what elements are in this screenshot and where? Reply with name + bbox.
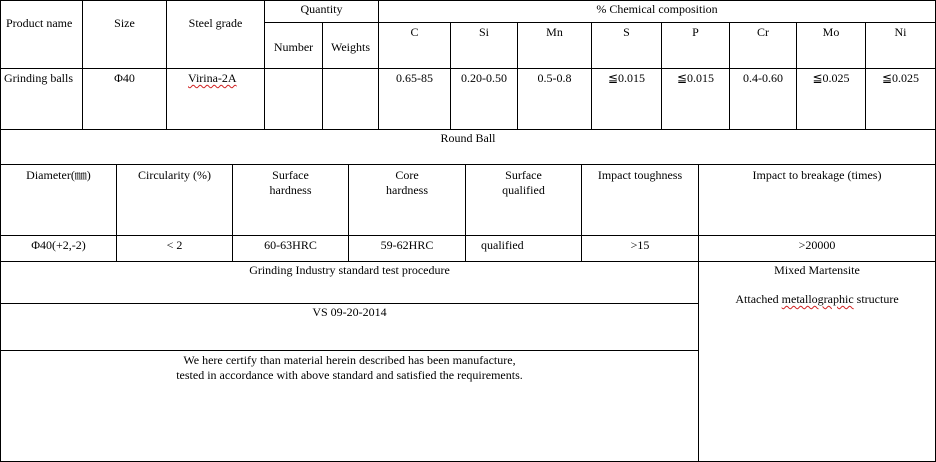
col-rule <box>698 164 699 462</box>
surface-qualified-value: qualified <box>481 238 524 252</box>
header-circularity: Circularity (%) <box>138 168 211 182</box>
element-ni: Ni <box>894 25 907 39</box>
header-surface-hardness-line2: hardness <box>269 183 312 197</box>
rule-chem-under <box>378 22 936 23</box>
rule-roundball-bottom <box>0 164 936 165</box>
rule-ballheader-bottom <box>0 235 936 236</box>
core-hardness-value: 59-62HRC <box>380 238 434 252</box>
header-steel-grade: Steel grade <box>188 16 243 30</box>
structure-type: Mixed Martensite <box>774 263 860 277</box>
certify-line-1: We here certify than material herein described has been manufacture, <box>183 353 516 367</box>
si-value: 0.20-0.50 <box>461 71 507 85</box>
border-top <box>0 0 936 1</box>
circularity-value: < 2 <box>166 238 183 252</box>
certify-line-2: tested in accordance with above standard and satisfied the requirements. <box>176 368 523 382</box>
c-value: 0.65-85 <box>396 71 433 85</box>
element-p: P <box>692 25 699 39</box>
element-mn: Mn <box>546 25 563 39</box>
s-value: ≦0.015 <box>607 71 646 85</box>
ni-value: ≦0.025 <box>881 71 920 85</box>
element-mo: Mo <box>822 25 840 39</box>
steel-grade-value: Virina-2A <box>188 71 237 85</box>
element-s: S <box>623 25 630 39</box>
cr-value: 0.4-0.60 <box>743 71 783 85</box>
product-name-value: Grinding balls <box>4 71 73 85</box>
header-surface-qualified-line2: qualified <box>502 183 545 197</box>
header-number: Number <box>273 40 314 54</box>
test-procedure: Grinding Industry standard test procedure <box>249 263 450 277</box>
impact-toughness-value: >15 <box>630 238 650 252</box>
header-diameter: Diameter(㎜) <box>26 168 91 182</box>
header-quantity: Quantity <box>300 2 343 16</box>
p-value: ≦0.015 <box>676 71 715 85</box>
rule-procedure-bottom <box>0 303 698 304</box>
header-surface-qualified-line1: Surface <box>505 168 542 182</box>
header-core-hardness-line2: hardness <box>386 183 428 197</box>
header-surface-hardness-line1: Surface <box>272 168 309 182</box>
rule-ballvalues-bottom <box>0 261 936 262</box>
surface-hardness-value: 60-63HRC <box>264 238 317 252</box>
mo-value: ≦0.025 <box>812 71 850 85</box>
impact-breakage-value: >20000 <box>798 238 836 252</box>
col-rule <box>322 22 323 130</box>
header-impact-toughness: Impact toughness <box>597 168 683 182</box>
round-ball-title: Round Ball <box>440 131 496 145</box>
element-c: C <box>410 25 419 39</box>
mn-value: 0.5-0.8 <box>537 71 572 85</box>
header-impact-breakage: Impact to breakage (times) <box>752 168 882 182</box>
metallographic-structure: Attached metallographic structure <box>735 292 899 306</box>
col-rule <box>378 0 379 130</box>
element-si: Si <box>478 25 489 39</box>
vs-date: VS 09-20-2014 <box>312 305 387 319</box>
header-weights: Weights <box>330 40 371 54</box>
diameter-value: Φ40(+2,-2) <box>31 238 86 252</box>
size-value: Φ40 <box>114 71 135 85</box>
header-product-name: Product name <box>6 16 73 30</box>
border-left <box>0 0 1 462</box>
col-rule <box>264 0 265 130</box>
header-chemical-composition: % Chemical composition <box>596 2 718 16</box>
header-size: Size <box>114 16 135 30</box>
element-cr: Cr <box>757 25 769 39</box>
rule-date-bottom <box>0 350 698 351</box>
header-core-hardness-line1: Core <box>395 168 419 182</box>
